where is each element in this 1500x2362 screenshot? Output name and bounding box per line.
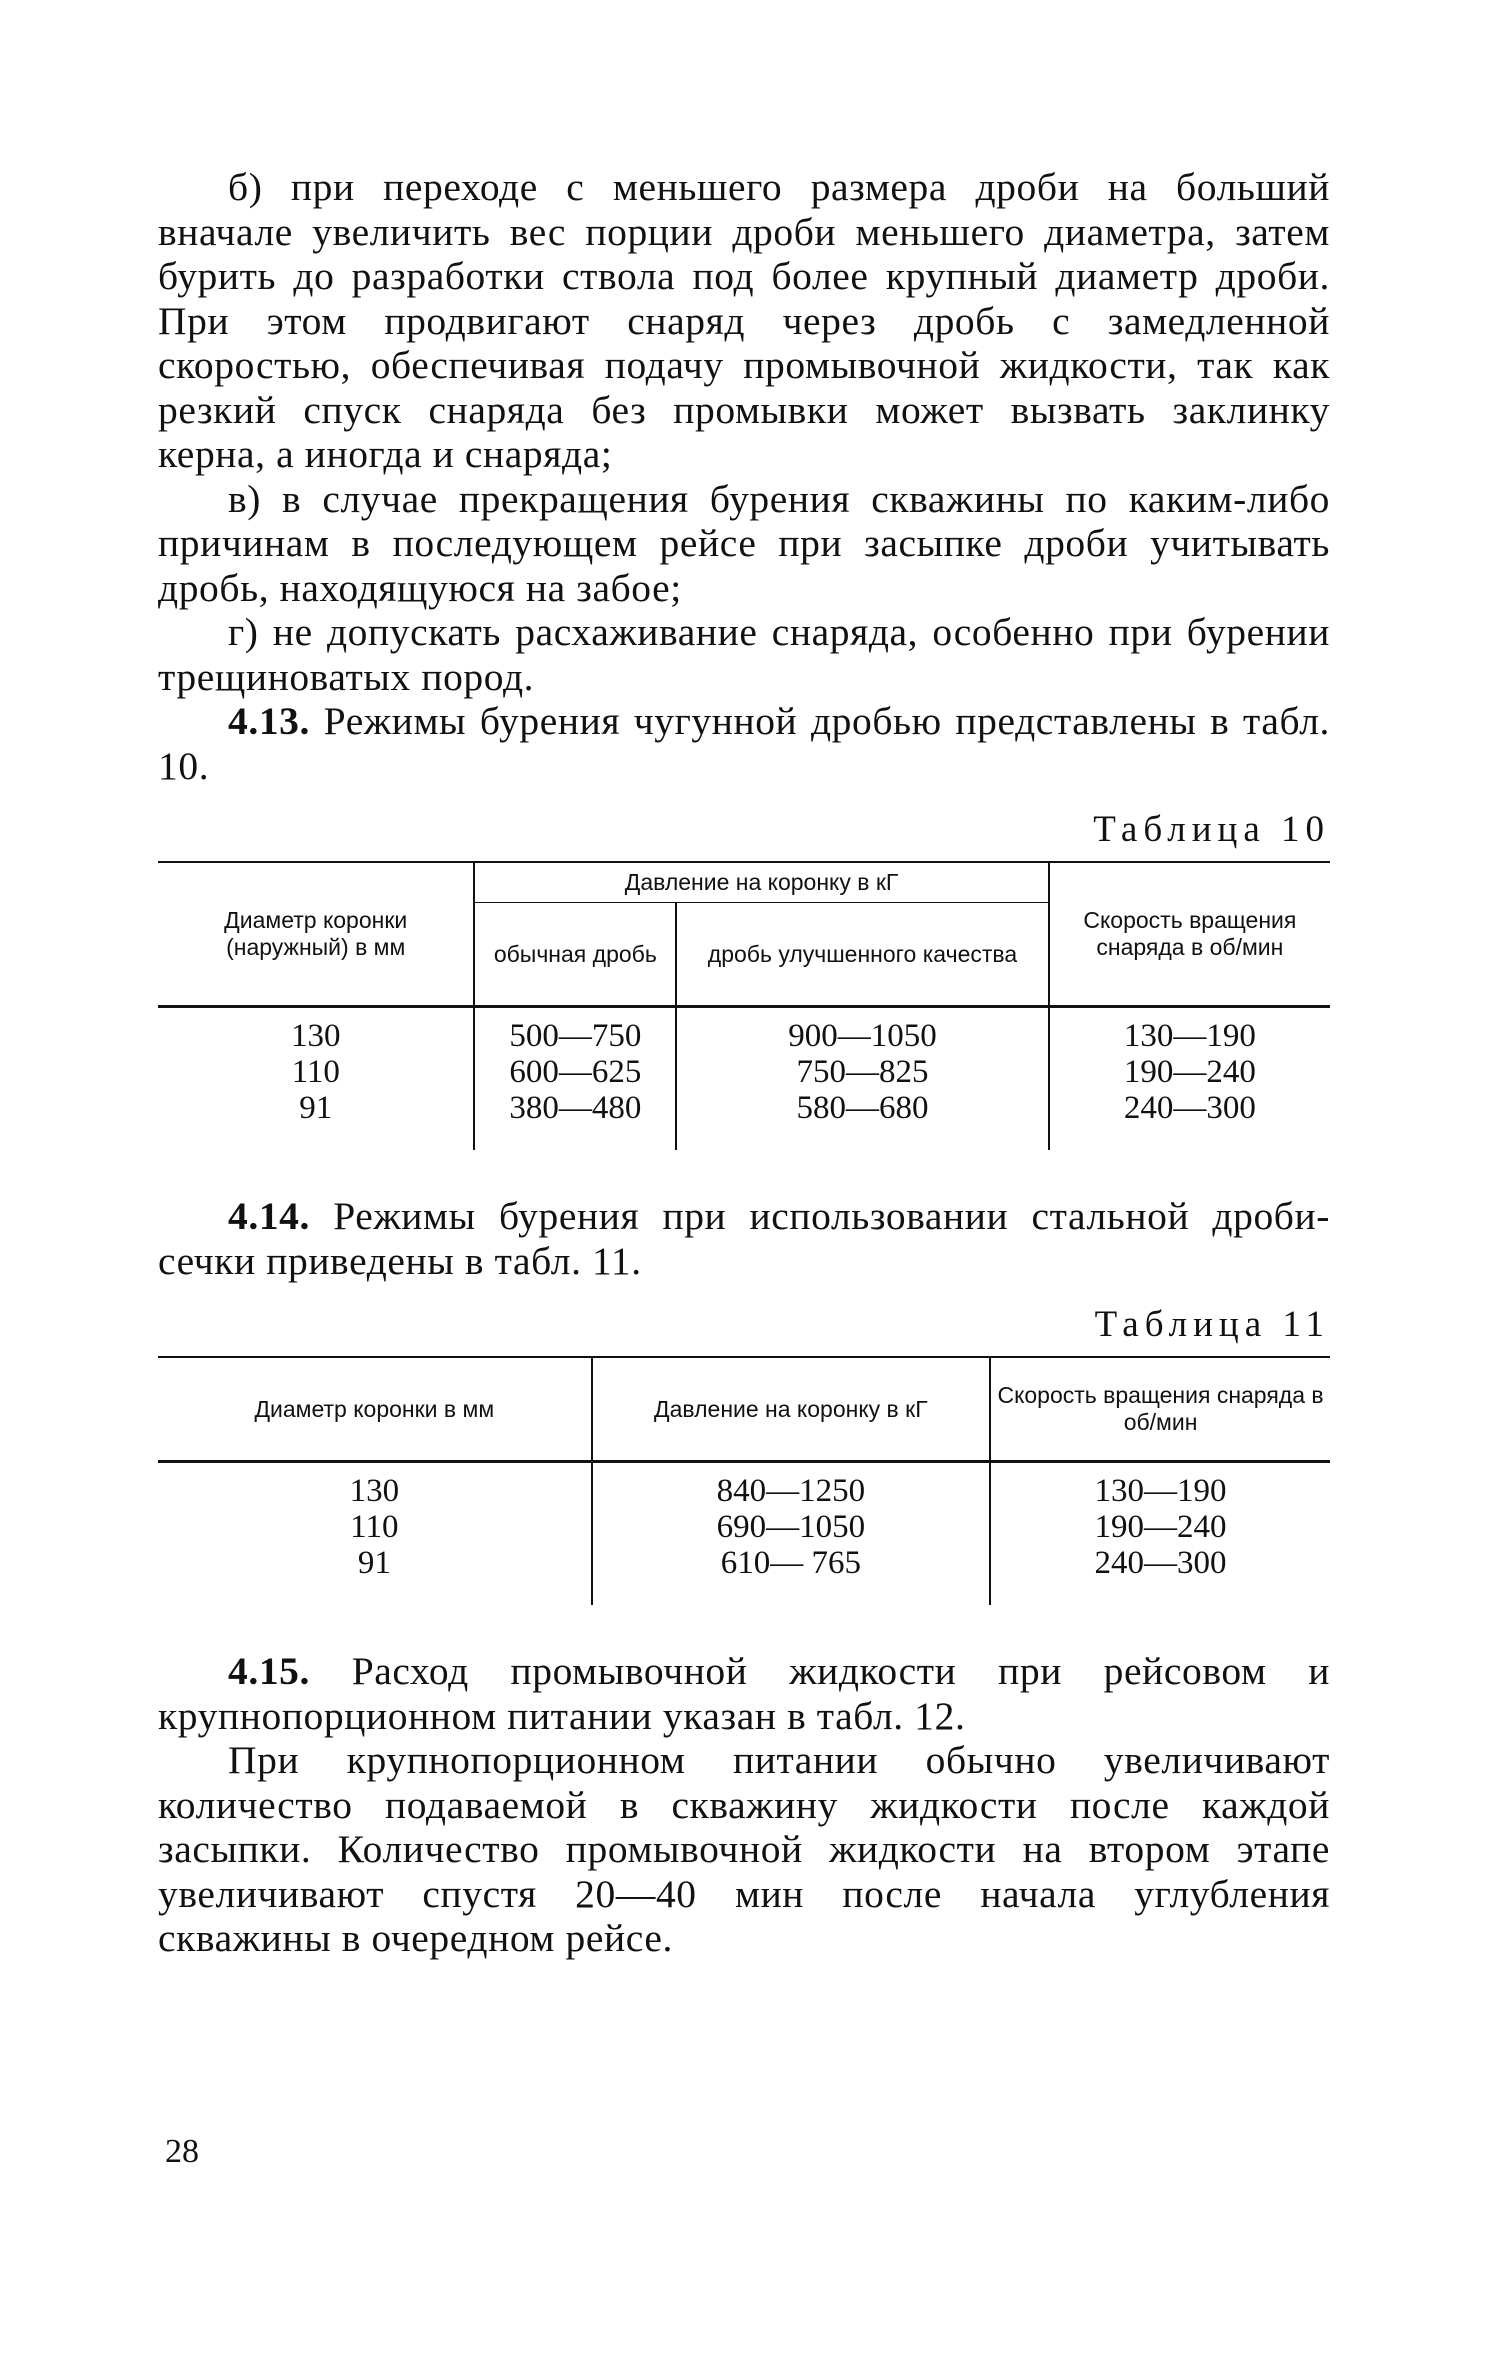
header-speed: Скорость вращения снаряда в об/мин [1049, 862, 1330, 1007]
table-10-caption: Таблица 10 [1093, 809, 1330, 850]
header-diameter: Диаметр коронки в мм [254, 1395, 495, 1422]
header-pressure: Давление на коронку в кГ [592, 1357, 990, 1462]
table-10 [158, 861, 1330, 1150]
paragraph-final: При крупнопорционном питании обычно увеличивают количество подаваемой в скважину жидкости после каждой засыпки. Количество промывочной жидкости на втором этапе увеличивают спустя 20—40 мин после начала углубления скважины в очередном рейсе. [158, 1738, 1330, 1960]
table-row [158, 1007, 1330, 1151]
header-pressure: Давление на коронку в кГ [474, 862, 1048, 903]
section-number: 4.13. [228, 699, 310, 743]
cell-improved: 900—1050 750—825 580—680 [676, 1007, 1049, 1151]
cell-pressure: 840—1250 690—1050 610— 765 [592, 1462, 990, 1606]
section-text: Расход промывочной жидкости при рейсовом и крупнопорционном питании указан в табл. 12. [158, 1649, 1330, 1738]
header-improved-shot: дробь улучшенного качества [676, 903, 1049, 1007]
paragraph-v: в) в случае прекращения бурения скважины по каким-либо причинам в последующем рейсе при засыпке дроби учитывать дробь, находящуюся на забое; [158, 476, 1330, 610]
section-4-13 [158, 699, 1330, 788]
paragraph-g: г) не допускать расхаживание снаряда, особенно при бурении трещиноватых пород. [158, 610, 1330, 699]
table-11 [158, 1356, 1330, 1605]
paragraph-b: б) при переходе с меньшего размера дроби на больший вначале увеличить вес порции дроби меньшего диаметра, затем бурить до разработки ствола под более крупный диаметр дроби. При этом продвигают снаряд через дробь с замедленной скоростью, обеспечивая подачу промывочной жидкости, так как резкий спуск снаряда без промывки может вызвать заклинку керна, а иногда и снаряда; [158, 165, 1330, 476]
section-4-14 [158, 1194, 1330, 1283]
table-row [158, 1462, 1330, 1606]
cell-diameter: 130 110 91 [349, 1473, 400, 1581]
section-4-15 [158, 1649, 1330, 1738]
header-diameter: Диаметр коронки (наружный) в мм [224, 907, 408, 960]
section-text: Режимы бурения при использовании стальной дроби-сечки приведены в табл. 11. [158, 1194, 1330, 1283]
cell-speed: 130—190 190—240 240—300 [1049, 1007, 1330, 1151]
section-text: Режимы бурения чугунной дробью представлены в табл. 10. [158, 699, 1330, 788]
cell-diameter: 130 110 91 [290, 1018, 341, 1126]
cell-speed: 130—190 190—240 240—300 [990, 1462, 1330, 1606]
section-number: 4.15. [228, 1649, 310, 1693]
header-normal-shot: обычная дробь [474, 903, 676, 1007]
page-number: 28 [165, 2133, 199, 2170]
table-11-caption: Таблица 11 [1094, 1304, 1330, 1345]
page-content [158, 165, 1330, 1961]
cell-normal: 500—750 600—625 380—480 [474, 1007, 676, 1151]
section-number: 4.14. [228, 1194, 310, 1238]
header-speed: Скорость вращения снаряда в об/мин [990, 1357, 1330, 1462]
